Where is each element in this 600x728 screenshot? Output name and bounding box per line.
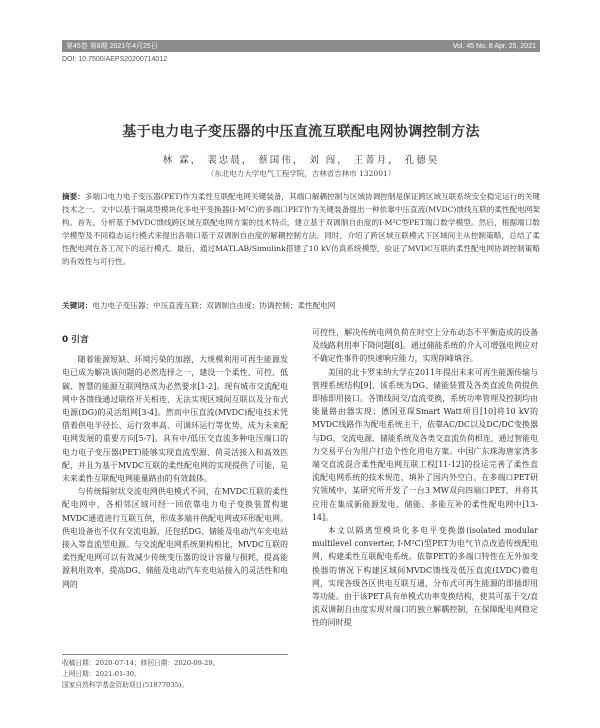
section-heading: 0 引言 bbox=[62, 335, 89, 345]
abstract bbox=[62, 190, 540, 268]
doi: DOI: 10.7500/AEPS20200714012 bbox=[62, 56, 168, 63]
body-paragraph: 与传统辐射状交流电网供电模式不同，在MVDC互联的柔性配电网中，各相邻区域可经一回依靠电力电子变换装置构建MVDC通道进行互联互供，形成多端并供配电网或环形配电网。供电设备也不仅有交流电源，还包括DG、储能及电动汽车充电站接入等直流型电源。与交流配电网系统架构相比，MVDC互联的柔性配电网可以有效减少传统变压器的设计容量与损耗，提高能源利用效率，提高DG、储能及电动汽车充电站接入的灵活性和电网的 bbox=[62, 487, 288, 589]
footnote-received: 收稿日期：2020-07-14；修回日期：2020-09-29。 bbox=[62, 659, 220, 667]
left-column bbox=[62, 326, 288, 591]
abstract-text: 多端口电力电子变压器(PET)作为柔性互联配电网关键装备，其端口解耦控制与区域协调控制是保证跨区域互联系统安全稳定运行的关键技术之一。文中以基于隔离型模块化多电平变换器(I-M²C)的多端口PET作为关键装备提出一种依靠中压直流(MVDC)馈线互联的柔性配电网架构。首先，分析基于MVDC馈线跨区域互联配电网方案的技术特点，建立基于双调制自由度的I-M²C型PET端口数学模型。然后，根据端口数学模型及不同稳态运行模式来提出各端口基于双调制自由度的解耦控制方法。同时，介绍了跨区域互联模式下区域间主从控制策略，总结了柔性配电网在各工况下的运行模式。最后，通过MATLAB/Simulink搭建了10 kV仿真系统模型，验证了MVDC互联的柔性配电网协调控制策略的有效性与可行性。 bbox=[62, 192, 541, 266]
right-column bbox=[312, 326, 538, 630]
keywords-label: 关键词： bbox=[62, 301, 93, 310]
body-paragraph: 美国的北卡罗来纳大学在2011年提出未来可再生能源传输与管理系统结构[9]，该系统为DG、储能装置及各类直流负荷提供即插即用接口。各馈线间交/直流变换，系统功率管理及控制均由能量路由器实现；德国亚琛Smart Watt项目[10]将10 kV的MVDC线路作为配电系统主干，依靠AC/DC以及DC/DC变换器与DG、交流电源、储能系统及各类交直流负荷相连，通过智能电力交易平台为用户打造个性化用电方案。中国广东珠海唐家湾多端交直流混合柔性配电网互联工程[11-12]的投运完善了柔性直流配电网系统的技术规范，填补了国内外空白。在多端口PET研究领域中，某研究所开发了一台3 MW双向四端口PET，并将其应用在集成新能源发电、储能、多能互补的柔性配电网中[13-14]。 bbox=[312, 367, 538, 522]
footnote-online: 上网日期：2021-01-30。 bbox=[62, 670, 141, 678]
author-list: 林 霖， 裴忠晨， 蔡国伟， 刘 闯， 王菁月， 孔德昊 bbox=[162, 155, 440, 166]
body-paragraph: 随着能源短缺、环境污染的加剧，大规模利用可再生能源发电已成为解决该问题的必然选择之一，建设一个柔性、可控、低碳、智慧的能源互联网络成为必然要求[1-2]。现有城市交流配电网中各馈线通过联络开关相连，无法实现区域间互联以及分布式电源(DG)的灵活组网[3-4]。然而中压直流(MVDC)配电技术凭借着供电半径长、运行效率高、可调环运行等优势，成为未来配电网发展的重要方向[5-7]。具有中/低压交直流多种电压端口的电力电子变压器(PET)能够实现直流型源、荷灵活接入和高效匹配，并且为基于MVDC互联的柔性配电网的实现提供了可能，是未来柔性互联配电网能量路由的有效载体。 bbox=[62, 355, 288, 484]
footnote-fund: 国家自然科学基金资助项目(51877035)。 bbox=[62, 681, 189, 689]
paper-title: 基于电力电子变压器的中压直流互联配电网协调控制方法 bbox=[122, 124, 480, 140]
footnotes bbox=[62, 654, 288, 691]
keywords bbox=[62, 300, 540, 312]
body-paragraph: 可控性，解决传统电网负荷在时空上分布动态不平衡造成的设备及线路利用率下降问题[8]。通过储能系统的介入可增强电网应对不确定性事件的快速响应能力，实现削峰填谷。 bbox=[312, 328, 538, 364]
body-paragraph: 本文以隔离型模块化多电平变换器(isolated modular multilevel converter, I-M²C)型PET为电气节点改造传统配电网，构建柔性互联配电系统。依靠PET的多端口特性在无外加变换器的情况下构建区域间MVDC馈线及低压直流(LVDC)微电网，实现各级各区供电互联互通，分布式可再生能源的即插即用等功能。由于该PET具有单模式功率变换结构，使其可基于交/直流双调制自由度实现对端口的独立解耦控制，在保障配电网稳定性的同时提 bbox=[312, 526, 538, 628]
keywords-text: 电力电子变压器；中压直流互联；双调制自由度；协调控制；柔性配电网 bbox=[92, 301, 336, 310]
abstract-label: 摘要： bbox=[62, 192, 85, 201]
header-issue-info: 第45卷 第8期 2021年4月25日 bbox=[66, 43, 158, 50]
journal-header-band bbox=[62, 40, 540, 52]
affiliation: （东北电力大学电气工程学院，吉林省吉林市 132001） bbox=[206, 169, 396, 178]
header-volume-info: Vol. 45 No. 8 Apr. 25, 2021 bbox=[452, 42, 536, 50]
